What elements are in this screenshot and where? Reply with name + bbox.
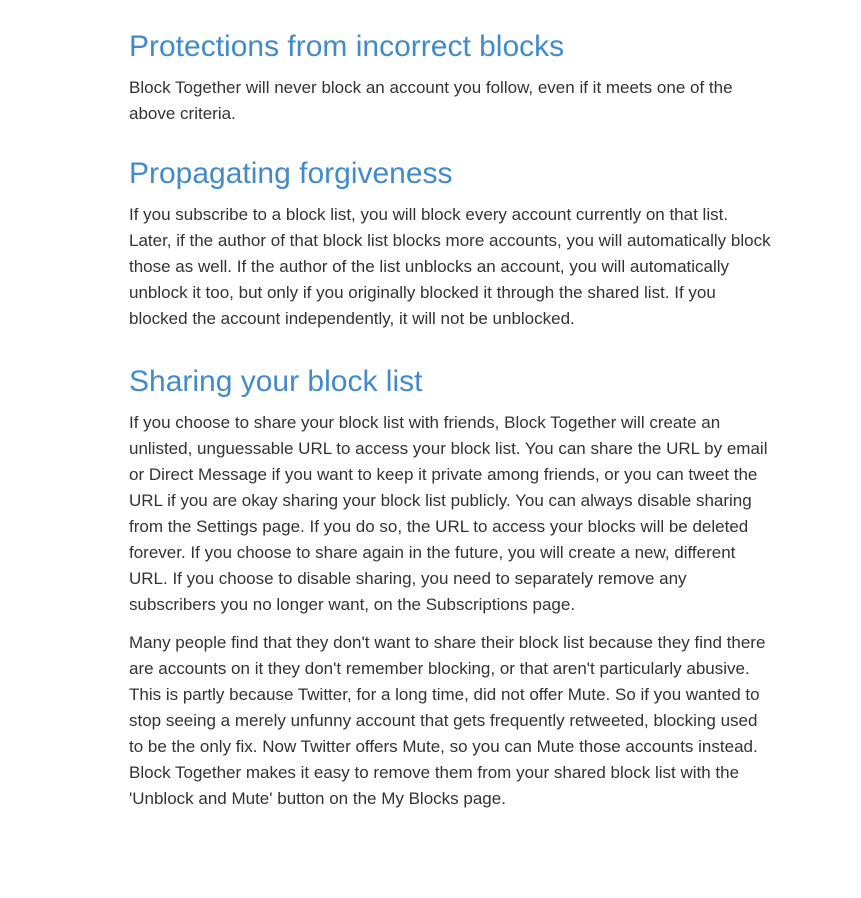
- faq-content: [129, 0, 771, 812]
- section-paragraph: Block Together will never block an account you follow, even if it meets one of the above criteria.: [129, 78, 733, 123]
- section-protections: [129, 30, 771, 127]
- section-heading: Propagating forgiveness: [129, 157, 453, 190]
- section-heading: Protections from incorrect blocks: [129, 30, 565, 63]
- section-sharing-block-list: [129, 365, 771, 812]
- section-propagating-forgiveness: [129, 157, 771, 332]
- section-paragraph: If you subscribe to a block list, you will block every account currently on that list. Later, if the author of that block list blocks more accounts, you will automatically block those as well. If the author of the list unblocks an account, you will automatically unblock it too, but only if you originally blocked it through the shared list. If you blocked the account independently, it will not be unblocked.: [129, 205, 771, 328]
- section-paragraph: If you choose to share your block list with friends, Block Together will create an unlisted, unguessable URL to access your block list. You can share the URL by email or Direct Message if you want to keep it private among friends, or you can tweet the URL if you are okay sharing your block list publicly. You can always disable sharing from the Settings page. If you do so, the URL to access your blocks will be deleted forever. If you choose to share again in the future, you will create a new, different URL. If you choose to disable sharing, you need to separately remove any subscribers you no longer want, on the Subscriptions page.: [129, 413, 768, 614]
- section-paragraph: Many people find that they don't want to share their block list because they find there are accounts on it they don't remember blocking, or that aren't particularly abusive. This is partly because Twitter, for a long time, did not offer Mute. So if you wanted to stop seeing a merely unfunny account that gets frequently retweeted, blocking used to be the only fix. Now Twitter offers Mute, so you can Mute those accounts instead. Block Together makes it easy to remove them from your shared block list with the 'Unblock and Mute' button on the My Blocks page.: [129, 633, 766, 808]
- section-heading: Sharing your block list: [129, 365, 423, 398]
